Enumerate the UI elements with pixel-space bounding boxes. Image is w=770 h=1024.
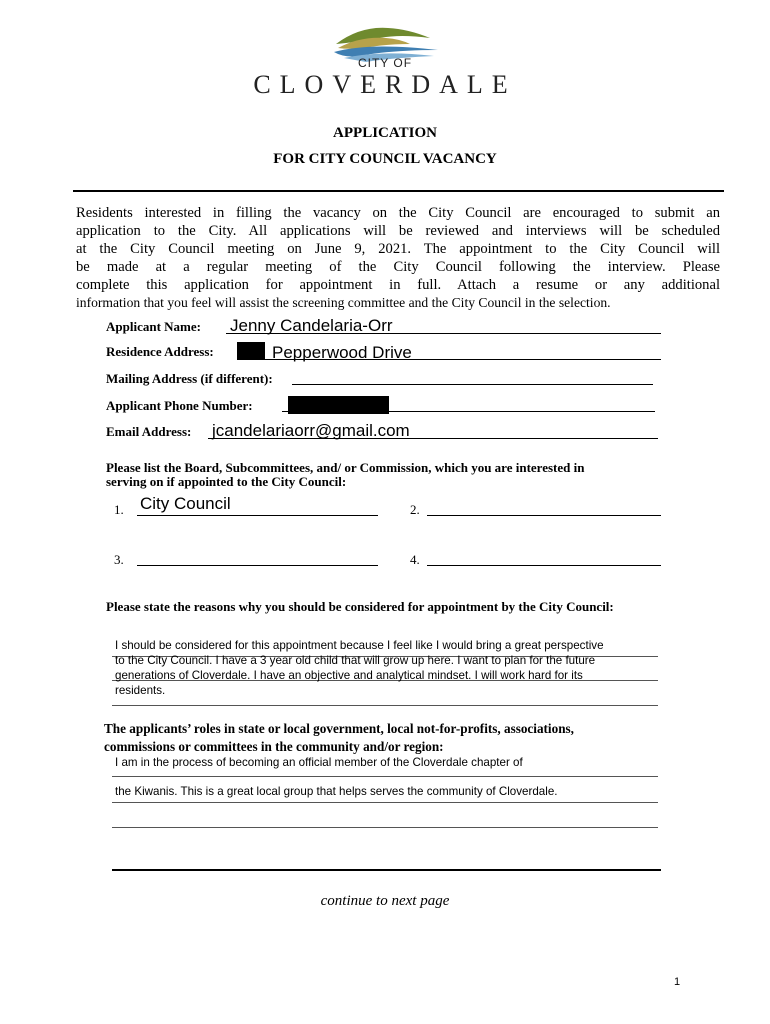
board-item-number: 3. <box>114 552 124 567</box>
board-item-number: 2. <box>410 502 420 517</box>
email-label: Email Address: <box>106 424 192 439</box>
intro-line: complete this application for appointment in full. Attach a resume or any additional <box>76 277 720 293</box>
reasons-line: to the City Council. I have a 3 year old child that will grow up here. I want to plan for the future <box>115 654 596 667</box>
board-item-line[interactable] <box>137 565 378 566</box>
applicant-name-value[interactable]: Jenny Candelaria-Orr <box>230 316 393 335</box>
redaction-block <box>237 342 265 360</box>
application-subtitle: FOR CITY COUNCIL VACANCY <box>273 151 497 167</box>
residence-address-label: Residence Address: <box>106 344 214 359</box>
continue-note: continue to next page <box>320 893 450 909</box>
reasons-answer[interactable] <box>115 638 675 698</box>
roles-answer-line[interactable]: the Kiwanis. This is a great local group that helps serves the community of Cloverdale. <box>115 785 558 798</box>
board-item-number: 4. <box>410 552 420 567</box>
roles-prompt-line: commissions or committees in the community and/or region: <box>104 739 444 754</box>
redaction-block <box>288 396 389 414</box>
header-divider <box>73 190 724 192</box>
answer-line <box>112 776 658 777</box>
logo-city-of: CITY OF <box>357 56 413 70</box>
applicant-name-label: Applicant Name: <box>106 319 201 334</box>
intro-line: Residents interested in filling the vacancy on the City Council are encouraged to submit an <box>76 205 720 221</box>
intro-line: application to the City. All applications will be reviewed and interviews will be scheduled <box>76 223 720 239</box>
answer-line <box>112 705 658 706</box>
board-item-number: 1. <box>114 502 124 517</box>
reasons-prompt: Please state the reasons why you should be considered for appointment by the City Council: <box>106 599 614 614</box>
intro-line: at the City Council meeting on June 9, 2021. The appointment to the City Council will <box>76 241 720 257</box>
answer-line[interactable] <box>112 827 658 828</box>
section-divider <box>112 869 661 871</box>
phone-label: Applicant Phone Number: <box>106 398 253 413</box>
page-number: 1 <box>674 976 681 988</box>
logo-city-name: CLOVERDALE <box>253 70 517 99</box>
roles-answer-line[interactable]: I am in the process of becoming an official member of the Cloverdale chapter of <box>115 756 523 769</box>
board-item-line[interactable] <box>427 515 661 516</box>
board-item-value[interactable]: City Council <box>140 494 231 513</box>
application-title: APPLICATION <box>333 125 437 141</box>
reasons-line: generations of Cloverdale. I have an objective and analytical mindset. I will work hard for its <box>115 669 583 682</box>
email-value[interactable]: jcandelariaorr@gmail.com <box>212 421 410 440</box>
reasons-line: I should be considered for this appointment because I feel like I would bring a great perspective <box>115 639 604 652</box>
boards-prompt-line: serving on if appointed to the City Council: <box>106 474 347 489</box>
roles-prompt-line: The applicants’ roles in state or local government, local not-for-profits, associations, <box>104 721 574 736</box>
intro-line: be made at a regular meeting of the City Council following the interview. Please <box>76 259 720 275</box>
board-item-line <box>137 515 378 516</box>
intro-paragraph <box>76 204 720 312</box>
mailing-address-line[interactable] <box>292 384 653 385</box>
roles-prompt <box>104 720 574 756</box>
mailing-address-label: Mailing Address (if different): <box>106 371 273 386</box>
answer-line <box>112 802 658 803</box>
intro-line: information that you feel will assist the screening committee and the City Council in the selection. <box>76 295 611 310</box>
boards-prompt-line: Please list the Board, Subcommittees, and/ or Commission, which you are interested in <box>106 460 585 475</box>
reasons-line: residents. <box>115 684 166 697</box>
board-item-line[interactable] <box>427 565 661 566</box>
boards-prompt <box>106 461 584 489</box>
residence-address-value[interactable]: Pepperwood Drive <box>272 343 412 362</box>
